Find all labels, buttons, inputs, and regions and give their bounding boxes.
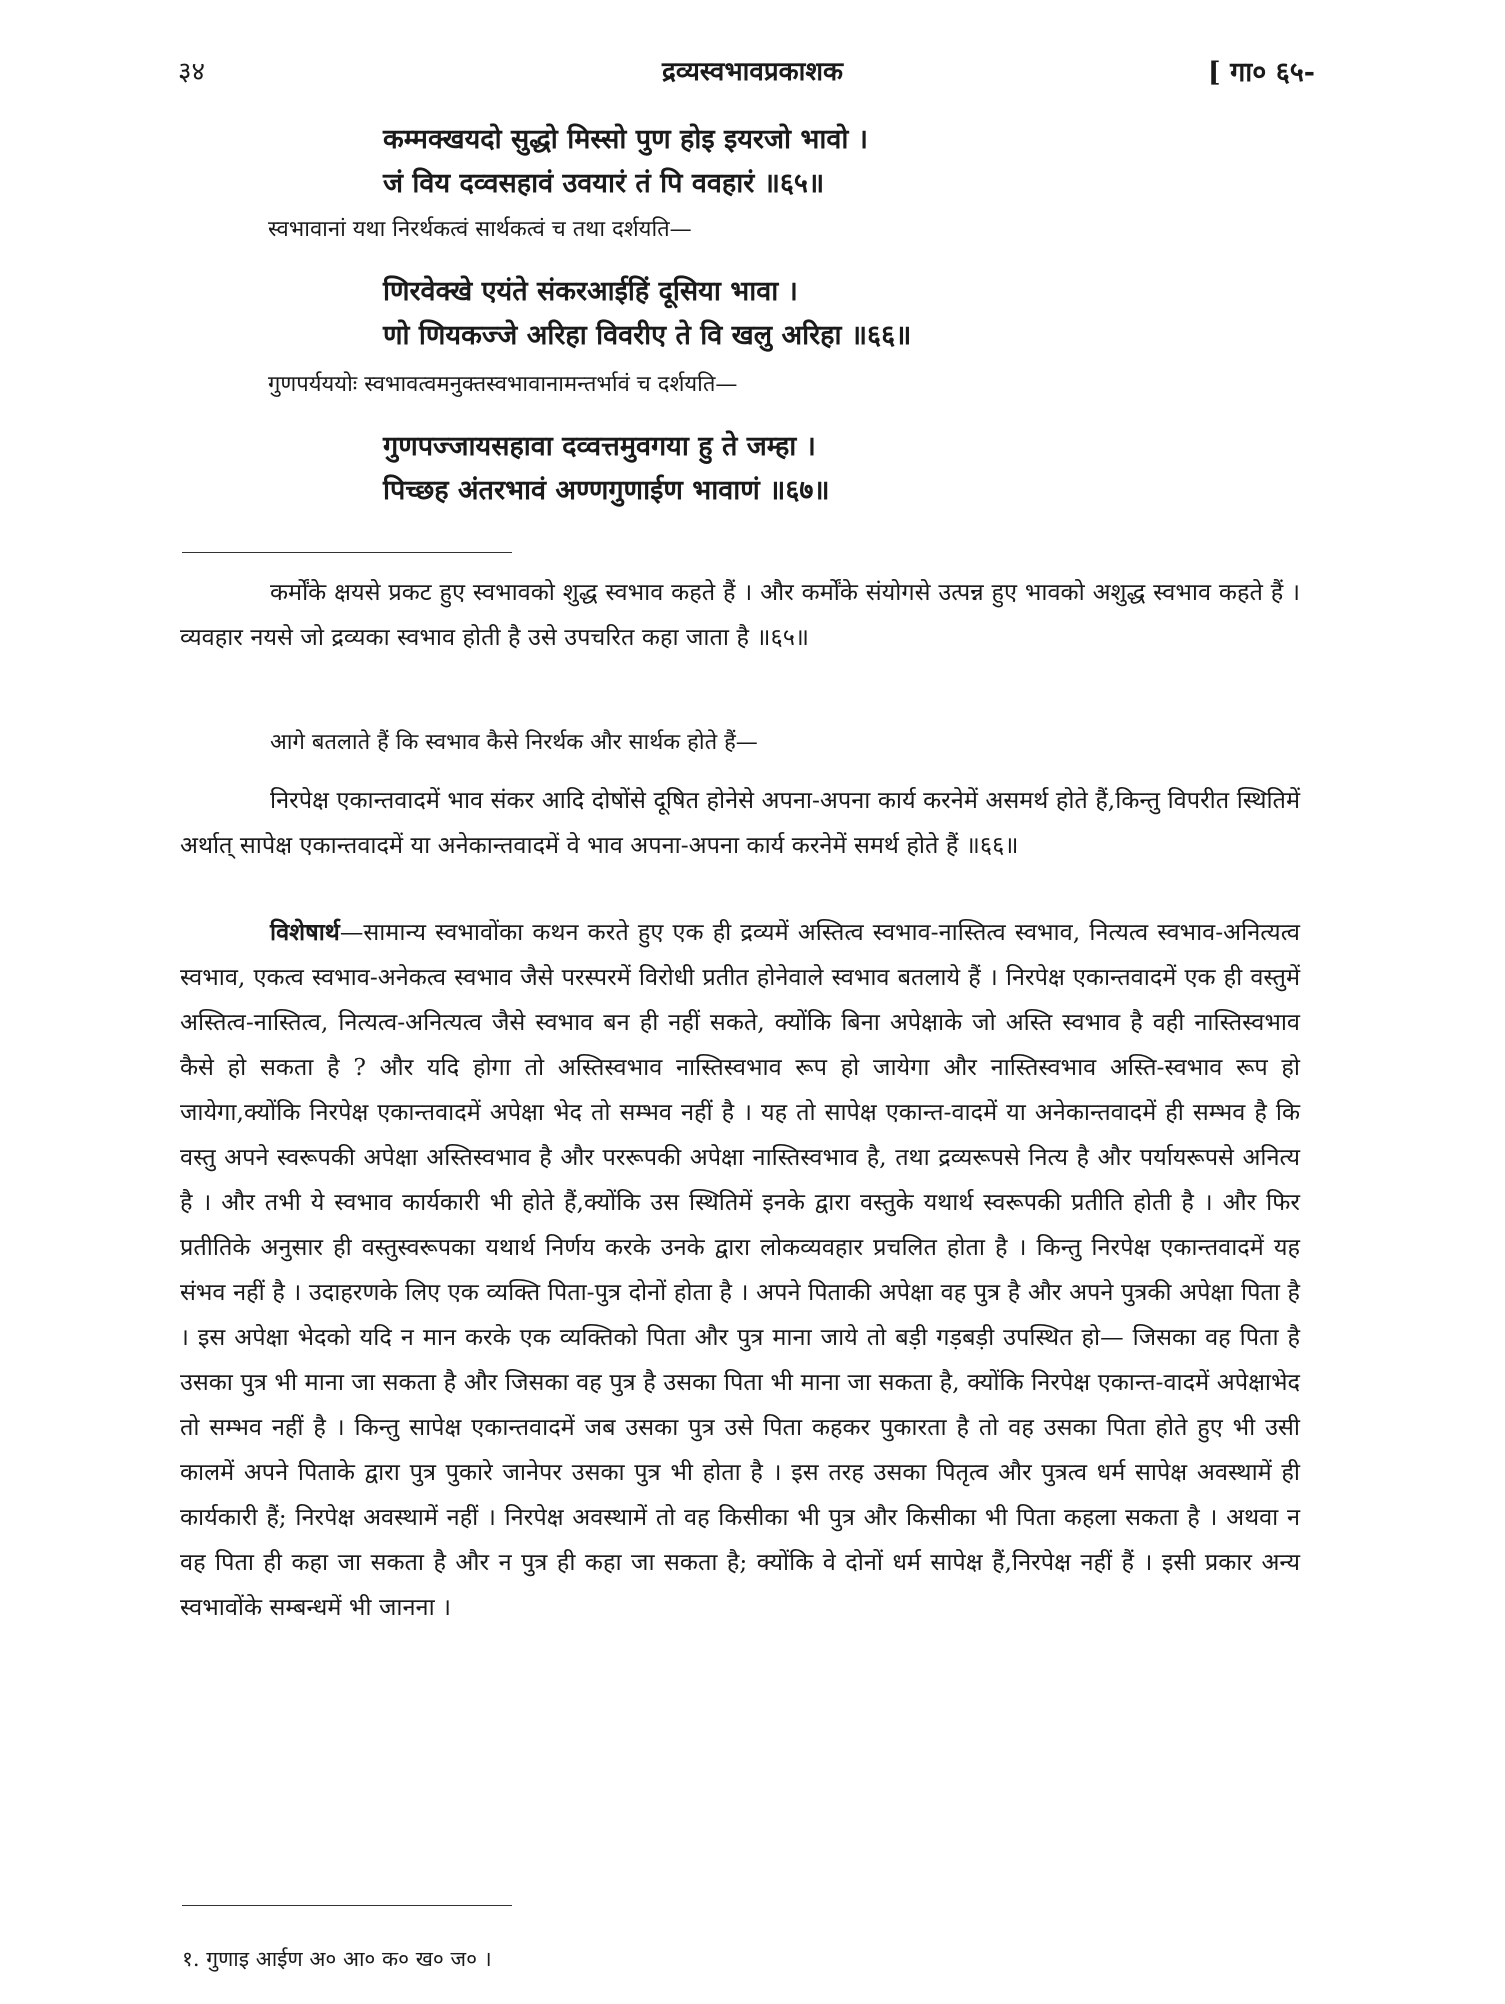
gatha-66-line-1: णिरवेक्खे एयंते संकरआईहिं दूसिया भावा । — [383, 276, 798, 307]
sanskrit-intro-66: स्वभावानां यथा निरर्थकत्वं सार्थकत्वं च तथा दर्शयति— — [268, 217, 692, 242]
commentary-66 — [180, 778, 1300, 868]
commentary-65 — [180, 570, 1300, 660]
sanskrit-intro-67: गुणपर्यययोः स्वभावत्वमनुक्तस्वभावानामन्तर्भावं च दर्शयति— — [268, 372, 738, 397]
gatha-65 — [383, 118, 868, 206]
gatha-67-line-2: पिच्छह अंतरभावं अण्णगुणाईण भावाणं ॥६७॥ — [383, 475, 830, 506]
section-divider — [182, 552, 512, 553]
commentary-65-text: कर्मोंके क्षयसे प्रकट हुए स्वभावको शुद्ध स्वभाव कहते हैं । और कर्मोंके संयोगसे उत्पन्न हुए भावको अशुद्ध स्वभाव कहते हैं । व्यवहार नयसे जो द्रव्यका स्वभाव होती है उसे उपचरित कहा जाता है ॥६५॥ — [180, 578, 1300, 651]
hindi-intro-66: आगे बतलाते हैं कि स्वभाव कैसे निरर्थक और सार्थक होते हैं— — [270, 730, 758, 755]
gatha-67-line-1: गुणपज्जायसहावा दव्वत्तमुवगया हु ते जम्हा । — [383, 431, 816, 462]
visheshartha-label: विशेषार्थ — [270, 918, 340, 946]
page-number: ३४ — [178, 57, 206, 87]
footnote-divider — [182, 1905, 512, 1906]
visheshartha-text: —सामान्य स्वभावोंका कथन करते हुए एक ही द्रव्यमें अस्तित्व स्वभाव-नास्तित्व स्वभाव, नित्यत्व स्वभाव-अनित्यत्व स्वभाव, एकत्व स्वभाव-अनेकत्व स्वभाव जैसे परस्परमें विरोधी प्रतीत होनेवाले स्वभाव बतलाये हैं । निरपेक्ष एकान्तवादमें एक ही वस्तुमें अस्तित्व-नास्तित्व, नित्यत्व-अनित्यत्व जैसे स्वभाव बन ही नहीं सकते, क्योंकि बिना अपेक्षाके जो अस्ति स्वभाव है वही नास्तिस्वभाव कैसे हो सकता है ? और यदि होगा तो अस्तिस्वभाव नास्तिस्वभाव रूप हो जायेगा और नास्तिस्वभाव अस्ति-स्वभाव रूप हो जायेगा,क्योंकि निरपेक्ष एकान्तवादमें अपेक्षा भेद तो सम्भव नहीं है । यह तो सापेक्ष एकान्त-वादमें या अनेकान्तवादमें ही सम्भव है कि वस्तु अपने स्वरूपकी अपेक्षा अस्तिस्वभाव है और पररूपकी अपेक्षा नास्तिस्वभाव है, तथा द्रव्यरूपसे नित्य है और पर्यायरूपसे अनित्य है । और तभी ये स्वभाव कार्यकारी भी होते हैं,क्योंकि उस स्थितिमें इनके द्वारा वस्तुके यथार्थ स्वरूपकी प्रतीति होती है । और फिर प्रतीतिके अनुसार ही वस्तुस्वरूपका यथार्थ निर्णय करके उनके द्वारा लोकव्यवहार प्रचलित होता है । किन्तु निरपेक्ष एकान्तवादमें यह संभव नहीं है । उदाहरणके लिए एक व्यक्ति पिता-पुत्र दोनों होता है । अपने पिताकी अपेक्षा वह पुत्र है और अपने पुत्रकी अपेक्षा पिता है । इस अपेक्षा भेदको यदि न मान करके एक व्यक्तिको पिता और पुत्र माना जाये तो बड़ी गड़बड़ी उपस्थित हो— जिसका वह पिता है उसका पुत्र भी माना जा सकता है और जिसका वह पुत्र है उसका पिता भी माना जा सकता है, क्योंकि निरपेक्ष एकान्त-वादमें अपेक्षाभेद तो सम्भव नहीं है । किन्तु सापेक्ष एकान्तवादमें जब उसका पुत्र उसे पिता कहकर पुकारता है तो वह उसका पिता होते हुए भी उसी कालमें अपने पिताके द्वारा पुत्र पुकारे जानेपर उसका पुत्र भी होता है । इस तरह उसका पितृत्व और पुत्रत्व धर्म सापेक्ष अवस्थामें ही कार्यकारी हैं; निरपेक्ष अवस्थामें नहीं । निरपेक्ष अवस्थामें तो वह किसीका भी पुत्र और किसीका भी पिता कहला सकता है । अथवा न वह पिता ही कहा जा सकता है और न पुत्र ही कहा जा सकता है; क्योंकि वे दोनों धर्म सापेक्ष हैं,निरपेक्ष नहीं हैं । इसी प्रकार अन्य स्वभावोंके सम्बन्धमें भी जानना । — [180, 918, 1301, 1621]
gatha-66-line-2: णो णियकज्जे अरिहा विवरीए ते वि खलु अरिहा ॥६६॥ — [383, 320, 912, 351]
gatha-reference: [ गा० ६५- — [1207, 57, 1315, 88]
gatha-66 — [383, 270, 911, 358]
gatha-67 — [383, 425, 830, 513]
footnote: १. गुणाइ आईण अ० आ० क० ख० ज० । — [182, 1947, 492, 1971]
gatha-65-line-2: जं विय दव्वसहावं उवयारं तं पि ववहारं ॥६५॥ — [383, 168, 825, 199]
running-title: द्रव्यस्वभावप्रकाशक — [662, 57, 843, 87]
commentary-66-text: निरपेक्ष एकान्तवादमें भाव संकर आदि दोषोंसे दूषित होनेसे अपना-अपना कार्य करनेमें असमर्थ होते हैं,किन्तु विपरीत स्थितिमें अर्थात् सापेक्ष एकान्तवादमें या अनेकान्तवादमें वे भाव अपना-अपना कार्य करनेमें समर्थ होते हैं ॥६६॥ — [180, 786, 1300, 859]
gatha-65-line-1: कम्मक्खयदो सुद्धो मिस्सो पुण होइ इयरजो भावो । — [383, 124, 869, 155]
visheshartha-paragraph — [180, 910, 1300, 1630]
